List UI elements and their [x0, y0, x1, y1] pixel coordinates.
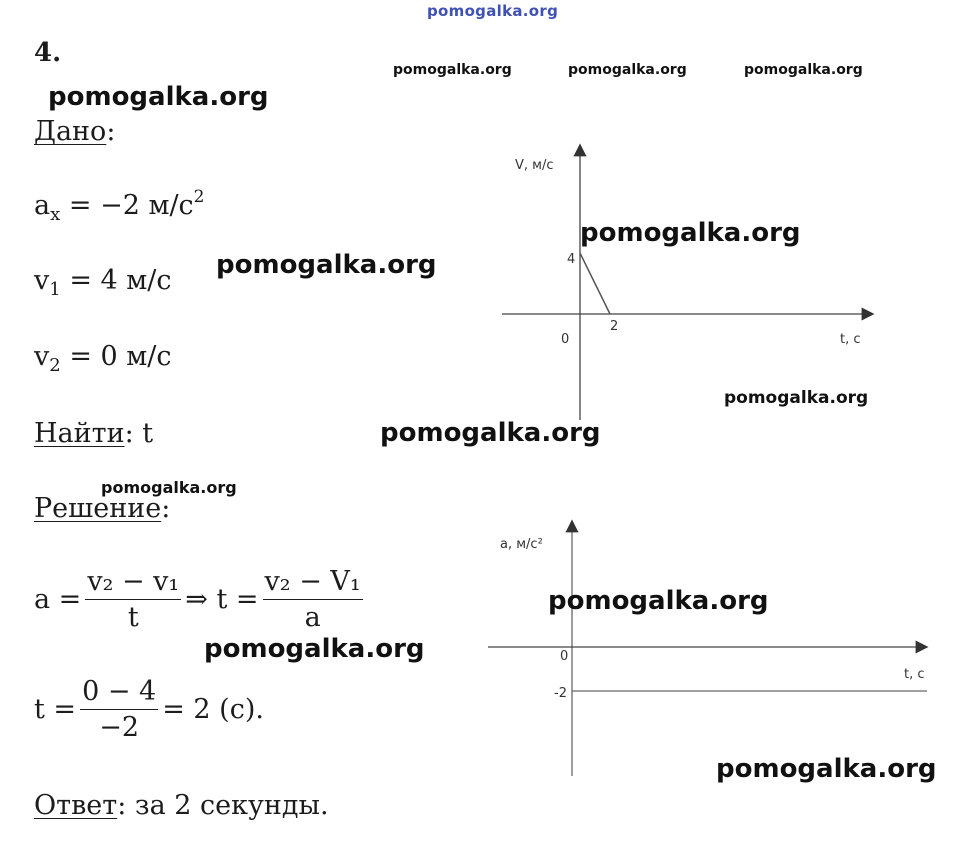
find-line: Найти: t: [34, 418, 154, 449]
watermark: pomogalka.org: [204, 634, 425, 664]
fraction: $\frac{0 - 4}{-2}$: [82, 676, 157, 743]
acceleration-y-label: a, м/с²: [500, 537, 543, 552]
watermark-top: pomogalka.org: [427, 2, 559, 20]
given-acceleration: $a_x = -2$ $м/с^2$: [34, 187, 205, 225]
velocity-tick-2: 2: [610, 319, 619, 334]
watermark: pomogalka.org: [216, 250, 437, 280]
given-heading: Дано:: [34, 116, 116, 147]
watermark: pomogalka.org: [101, 478, 237, 497]
problem-number: 4.: [34, 38, 62, 68]
velocity-y-label: V, м/с: [515, 158, 554, 173]
watermark: pomogalka.org: [568, 62, 687, 78]
watermark: pomogalka.org: [393, 62, 512, 78]
watermark: pomogalka.org: [380, 418, 601, 448]
formula-acceleration: a = $\frac{\text{v₂ − v₁}}{t}$ ⇒ t = $\frac{\text{v₂ − V₁}}{a}$: [34, 566, 361, 633]
watermark: pomogalka.org: [716, 754, 937, 784]
watermark: pomogalka.org: [724, 388, 869, 408]
fraction: $\frac{\text{v₂ − v₁}}{t}$: [87, 566, 180, 633]
fraction: $\frac{\text{v₂ − V₁}}{a}$: [264, 566, 361, 633]
watermark: pomogalka.org: [744, 62, 863, 78]
acceleration-origin-label: 0: [560, 649, 569, 664]
formula-calculation: t = $\frac{0 - 4}{-2}$ = 2 (с).: [34, 676, 264, 743]
velocity-origin-label: 0: [561, 332, 570, 347]
acceleration-tick-minus-2: -2: [554, 686, 567, 701]
solution-heading: Решение:: [34, 493, 171, 524]
answer-line: Ответ: за 2 секунды.: [34, 790, 329, 821]
given-final-velocity: $v_2 = 0$ м/с: [34, 341, 172, 376]
velocity-tick-4: 4: [567, 252, 576, 267]
watermark: pomogalka.org: [48, 82, 269, 112]
given-initial-velocity: $v_1 = 4$ м/с: [34, 265, 172, 300]
watermark: pomogalka.org: [580, 218, 801, 248]
acceleration-x-label: t, с: [904, 667, 925, 682]
velocity-x-label: t, с: [840, 332, 861, 347]
watermark: pomogalka.org: [548, 586, 769, 616]
